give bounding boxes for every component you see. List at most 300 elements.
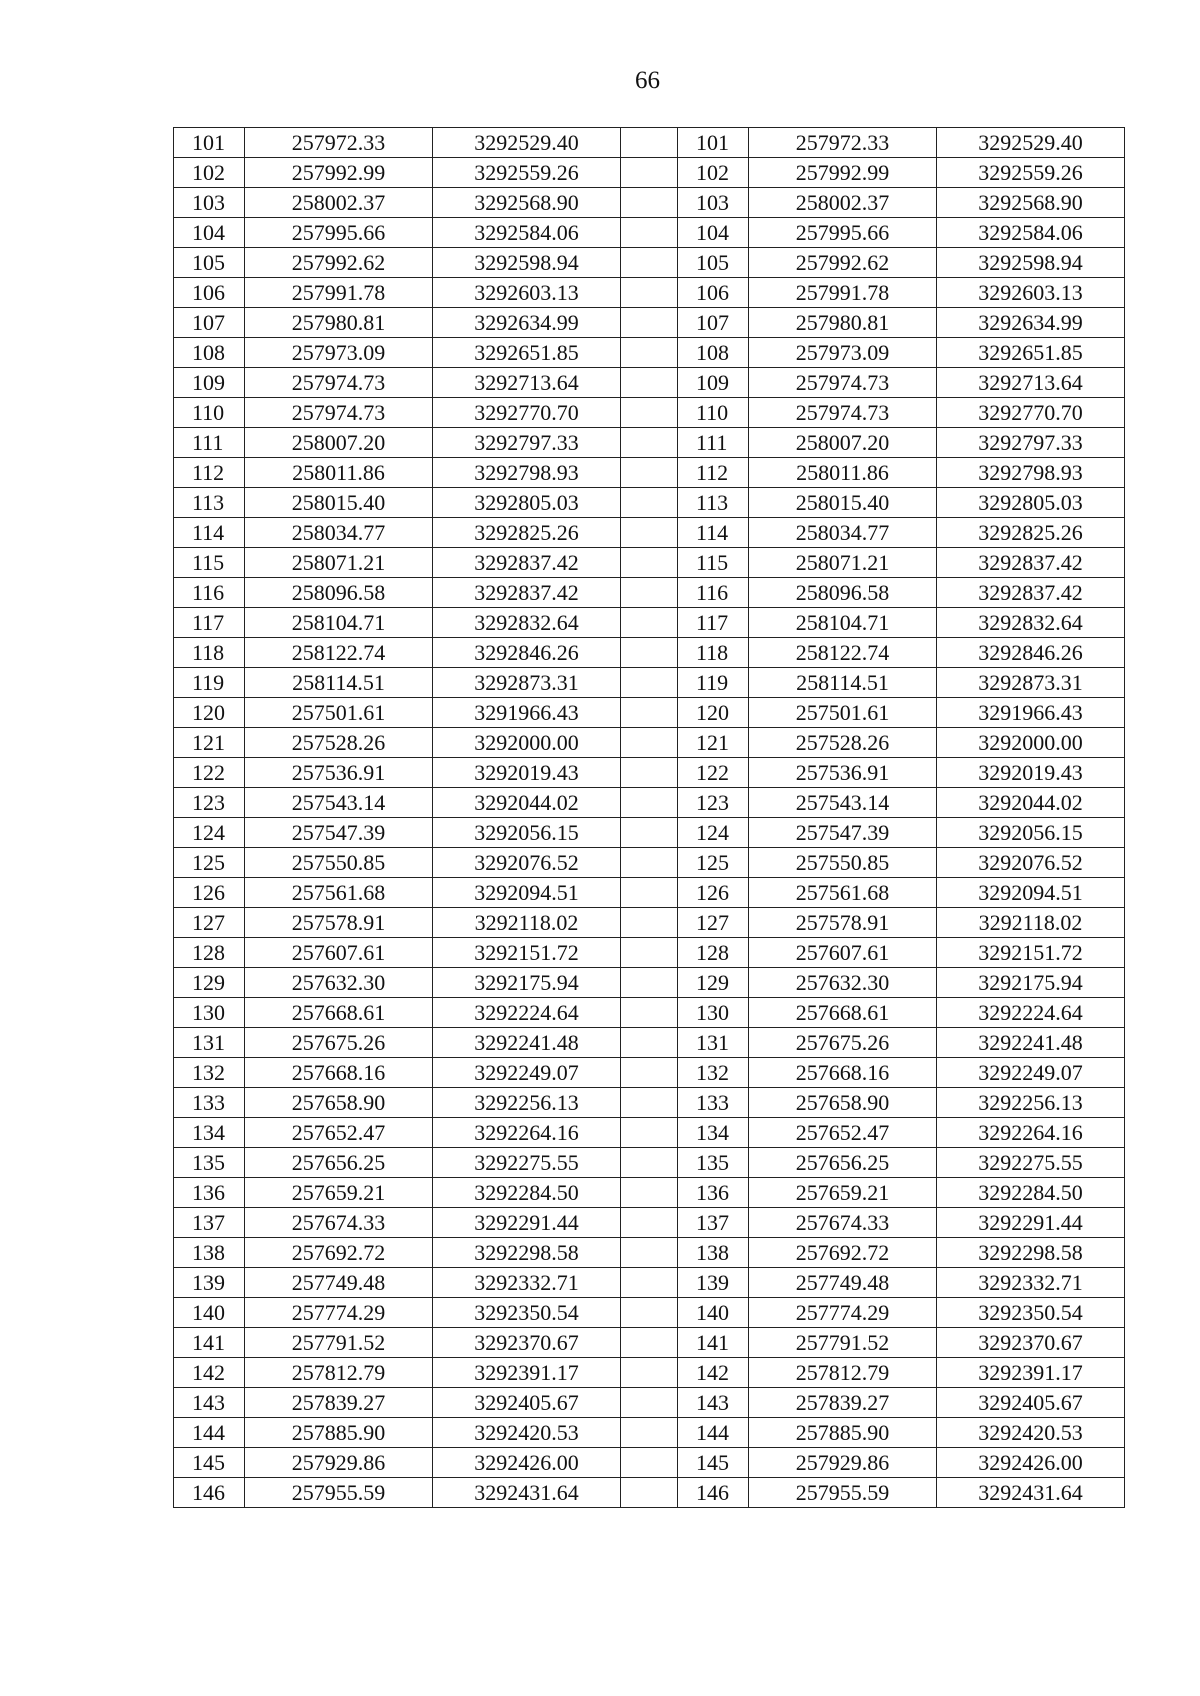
right-y-coordinate: 3292584.06 bbox=[937, 218, 1125, 248]
left-y-coordinate: 3292151.72 bbox=[433, 938, 621, 968]
left-x-coordinate: 257668.16 bbox=[245, 1058, 433, 1088]
table-row bbox=[174, 1388, 1125, 1418]
column-spacer bbox=[621, 1238, 678, 1268]
right-y-coordinate: 3292426.00 bbox=[937, 1448, 1125, 1478]
left-point-number: 104 bbox=[174, 218, 245, 248]
table-row bbox=[174, 128, 1125, 158]
left-y-coordinate: 3292832.64 bbox=[433, 608, 621, 638]
left-x-coordinate: 257668.61 bbox=[245, 998, 433, 1028]
right-x-coordinate: 257885.90 bbox=[749, 1418, 937, 1448]
left-x-coordinate: 257973.09 bbox=[245, 338, 433, 368]
table-row bbox=[174, 818, 1125, 848]
right-x-coordinate: 258007.20 bbox=[749, 428, 937, 458]
left-x-coordinate: 258122.74 bbox=[245, 638, 433, 668]
right-point-number: 136 bbox=[678, 1178, 749, 1208]
column-spacer bbox=[621, 1088, 678, 1118]
table-row bbox=[174, 428, 1125, 458]
table-row bbox=[174, 788, 1125, 818]
right-point-number: 113 bbox=[678, 488, 749, 518]
left-x-coordinate: 257991.78 bbox=[245, 278, 433, 308]
table-row bbox=[174, 1088, 1125, 1118]
table-row bbox=[174, 728, 1125, 758]
right-y-coordinate: 3292651.85 bbox=[937, 338, 1125, 368]
table-row bbox=[174, 938, 1125, 968]
right-point-number: 107 bbox=[678, 308, 749, 338]
right-point-number: 143 bbox=[678, 1388, 749, 1418]
left-point-number: 101 bbox=[174, 128, 245, 158]
right-point-number: 101 bbox=[678, 128, 749, 158]
right-x-coordinate: 257995.66 bbox=[749, 218, 937, 248]
left-y-coordinate: 3292651.85 bbox=[433, 338, 621, 368]
left-y-coordinate: 3292256.13 bbox=[433, 1088, 621, 1118]
table-row bbox=[174, 1178, 1125, 1208]
table-row bbox=[174, 1358, 1125, 1388]
right-point-number: 137 bbox=[678, 1208, 749, 1238]
left-y-coordinate: 3292598.94 bbox=[433, 248, 621, 278]
right-point-number: 121 bbox=[678, 728, 749, 758]
right-x-coordinate: 258034.77 bbox=[749, 518, 937, 548]
right-x-coordinate: 257992.99 bbox=[749, 158, 937, 188]
right-x-coordinate: 257749.48 bbox=[749, 1268, 937, 1298]
column-spacer bbox=[621, 1268, 678, 1298]
column-spacer bbox=[621, 728, 678, 758]
right-x-coordinate: 257656.25 bbox=[749, 1148, 937, 1178]
table-row bbox=[174, 758, 1125, 788]
table-row bbox=[174, 998, 1125, 1028]
right-x-coordinate: 258104.71 bbox=[749, 608, 937, 638]
table-row bbox=[174, 638, 1125, 668]
right-point-number: 140 bbox=[678, 1298, 749, 1328]
left-y-coordinate: 3292770.70 bbox=[433, 398, 621, 428]
left-x-coordinate: 257955.59 bbox=[245, 1478, 433, 1508]
left-x-coordinate: 257974.73 bbox=[245, 368, 433, 398]
left-x-coordinate: 257774.29 bbox=[245, 1298, 433, 1328]
right-point-number: 114 bbox=[678, 518, 749, 548]
column-spacer bbox=[621, 1118, 678, 1148]
left-x-coordinate: 257839.27 bbox=[245, 1388, 433, 1418]
left-point-number: 105 bbox=[174, 248, 245, 278]
right-point-number: 130 bbox=[678, 998, 749, 1028]
column-spacer bbox=[621, 218, 678, 248]
right-y-coordinate: 3292332.71 bbox=[937, 1268, 1125, 1298]
left-x-coordinate: 257674.33 bbox=[245, 1208, 433, 1238]
left-x-coordinate: 258007.20 bbox=[245, 428, 433, 458]
right-y-coordinate: 3292837.42 bbox=[937, 578, 1125, 608]
column-spacer bbox=[621, 758, 678, 788]
left-point-number: 138 bbox=[174, 1238, 245, 1268]
right-x-coordinate: 257547.39 bbox=[749, 818, 937, 848]
right-point-number: 118 bbox=[678, 638, 749, 668]
right-y-coordinate: 3292019.43 bbox=[937, 758, 1125, 788]
right-y-coordinate: 3292713.64 bbox=[937, 368, 1125, 398]
right-point-number: 117 bbox=[678, 608, 749, 638]
column-spacer bbox=[621, 578, 678, 608]
table-row bbox=[174, 1238, 1125, 1268]
right-x-coordinate: 257668.61 bbox=[749, 998, 937, 1028]
left-point-number: 112 bbox=[174, 458, 245, 488]
right-x-coordinate: 258011.86 bbox=[749, 458, 937, 488]
left-y-coordinate: 3292019.43 bbox=[433, 758, 621, 788]
right-x-coordinate: 257974.73 bbox=[749, 398, 937, 428]
right-point-number: 108 bbox=[678, 338, 749, 368]
column-spacer bbox=[621, 338, 678, 368]
left-x-coordinate: 257885.90 bbox=[245, 1418, 433, 1448]
left-point-number: 123 bbox=[174, 788, 245, 818]
table-row bbox=[174, 848, 1125, 878]
left-y-coordinate: 3292873.31 bbox=[433, 668, 621, 698]
column-spacer bbox=[621, 668, 678, 698]
table-row bbox=[174, 218, 1125, 248]
left-point-number: 126 bbox=[174, 878, 245, 908]
column-spacer bbox=[621, 1328, 678, 1358]
coordinates-table bbox=[173, 127, 1125, 1508]
left-x-coordinate: 257974.73 bbox=[245, 398, 433, 428]
right-y-coordinate: 3292350.54 bbox=[937, 1298, 1125, 1328]
column-spacer bbox=[621, 1448, 678, 1478]
left-x-coordinate: 257980.81 bbox=[245, 308, 433, 338]
left-y-coordinate: 3292797.33 bbox=[433, 428, 621, 458]
left-y-coordinate: 3292837.42 bbox=[433, 578, 621, 608]
right-x-coordinate: 258114.51 bbox=[749, 668, 937, 698]
left-point-number: 120 bbox=[174, 698, 245, 728]
right-y-coordinate: 3292405.67 bbox=[937, 1388, 1125, 1418]
right-x-coordinate: 257839.27 bbox=[749, 1388, 937, 1418]
column-spacer bbox=[621, 1478, 678, 1508]
right-x-coordinate: 258096.58 bbox=[749, 578, 937, 608]
left-x-coordinate: 257659.21 bbox=[245, 1178, 433, 1208]
left-point-number: 146 bbox=[174, 1478, 245, 1508]
right-point-number: 129 bbox=[678, 968, 749, 998]
right-y-coordinate: 3292151.72 bbox=[937, 938, 1125, 968]
table-row bbox=[174, 308, 1125, 338]
left-y-coordinate: 3292370.67 bbox=[433, 1328, 621, 1358]
table-row bbox=[174, 488, 1125, 518]
left-point-number: 142 bbox=[174, 1358, 245, 1388]
left-y-coordinate: 3292568.90 bbox=[433, 188, 621, 218]
table-row bbox=[174, 398, 1125, 428]
right-x-coordinate: 257812.79 bbox=[749, 1358, 937, 1388]
left-x-coordinate: 257791.52 bbox=[245, 1328, 433, 1358]
right-point-number: 133 bbox=[678, 1088, 749, 1118]
right-x-coordinate: 257973.09 bbox=[749, 338, 937, 368]
table-row bbox=[174, 338, 1125, 368]
table-row bbox=[174, 1148, 1125, 1178]
left-point-number: 137 bbox=[174, 1208, 245, 1238]
left-x-coordinate: 258096.58 bbox=[245, 578, 433, 608]
right-point-number: 146 bbox=[678, 1478, 749, 1508]
table-row bbox=[174, 1448, 1125, 1478]
left-x-coordinate: 257561.68 bbox=[245, 878, 433, 908]
right-x-coordinate: 257632.30 bbox=[749, 968, 937, 998]
right-point-number: 145 bbox=[678, 1448, 749, 1478]
table-row bbox=[174, 248, 1125, 278]
left-y-coordinate: 3292634.99 bbox=[433, 308, 621, 338]
right-point-number: 135 bbox=[678, 1148, 749, 1178]
left-x-coordinate: 258015.40 bbox=[245, 488, 433, 518]
right-point-number: 139 bbox=[678, 1268, 749, 1298]
left-x-coordinate: 257675.26 bbox=[245, 1028, 433, 1058]
left-x-coordinate: 257812.79 bbox=[245, 1358, 433, 1388]
column-spacer bbox=[621, 698, 678, 728]
table-row bbox=[174, 1478, 1125, 1508]
column-spacer bbox=[621, 998, 678, 1028]
right-x-coordinate: 257501.61 bbox=[749, 698, 937, 728]
right-point-number: 126 bbox=[678, 878, 749, 908]
table-row bbox=[174, 908, 1125, 938]
right-point-number: 134 bbox=[678, 1118, 749, 1148]
column-spacer bbox=[621, 1028, 678, 1058]
right-x-coordinate: 258002.37 bbox=[749, 188, 937, 218]
table-row bbox=[174, 698, 1125, 728]
right-y-coordinate: 3292284.50 bbox=[937, 1178, 1125, 1208]
left-x-coordinate: 257501.61 bbox=[245, 698, 433, 728]
left-x-coordinate: 257658.90 bbox=[245, 1088, 433, 1118]
column-spacer bbox=[621, 1208, 678, 1238]
left-y-coordinate: 3292584.06 bbox=[433, 218, 621, 248]
right-x-coordinate: 257668.16 bbox=[749, 1058, 937, 1088]
left-point-number: 117 bbox=[174, 608, 245, 638]
table-row bbox=[174, 518, 1125, 548]
left-point-number: 133 bbox=[174, 1088, 245, 1118]
right-y-coordinate: 3292598.94 bbox=[937, 248, 1125, 278]
column-spacer bbox=[621, 158, 678, 188]
left-x-coordinate: 257656.25 bbox=[245, 1148, 433, 1178]
right-x-coordinate: 257578.91 bbox=[749, 908, 937, 938]
right-point-number: 105 bbox=[678, 248, 749, 278]
left-point-number: 145 bbox=[174, 1448, 245, 1478]
left-y-coordinate: 3292837.42 bbox=[433, 548, 621, 578]
table-row bbox=[174, 458, 1125, 488]
right-y-coordinate: 3292568.90 bbox=[937, 188, 1125, 218]
right-x-coordinate: 257791.52 bbox=[749, 1328, 937, 1358]
right-y-coordinate: 3292370.67 bbox=[937, 1328, 1125, 1358]
left-point-number: 136 bbox=[174, 1178, 245, 1208]
right-y-coordinate: 3292431.64 bbox=[937, 1478, 1125, 1508]
left-y-coordinate: 3292431.64 bbox=[433, 1478, 621, 1508]
right-y-coordinate: 3292044.02 bbox=[937, 788, 1125, 818]
right-x-coordinate: 257561.68 bbox=[749, 878, 937, 908]
left-point-number: 110 bbox=[174, 398, 245, 428]
page-number: 66 bbox=[635, 67, 660, 94]
column-spacer bbox=[621, 878, 678, 908]
column-spacer bbox=[621, 1418, 678, 1448]
right-x-coordinate: 258122.74 bbox=[749, 638, 937, 668]
right-y-coordinate: 3292634.99 bbox=[937, 308, 1125, 338]
left-x-coordinate: 257536.91 bbox=[245, 758, 433, 788]
table-row bbox=[174, 1058, 1125, 1088]
left-point-number: 128 bbox=[174, 938, 245, 968]
right-x-coordinate: 257980.81 bbox=[749, 308, 937, 338]
right-y-coordinate: 3292559.26 bbox=[937, 158, 1125, 188]
right-point-number: 106 bbox=[678, 278, 749, 308]
left-point-number: 118 bbox=[174, 638, 245, 668]
left-y-coordinate: 3292391.17 bbox=[433, 1358, 621, 1388]
left-y-coordinate: 3291966.43 bbox=[433, 698, 621, 728]
table-row bbox=[174, 878, 1125, 908]
right-x-coordinate: 257674.33 bbox=[749, 1208, 937, 1238]
right-x-coordinate: 257658.90 bbox=[749, 1088, 937, 1118]
left-y-coordinate: 3292798.93 bbox=[433, 458, 621, 488]
right-point-number: 104 bbox=[678, 218, 749, 248]
right-x-coordinate: 257929.86 bbox=[749, 1448, 937, 1478]
left-y-coordinate: 3292559.26 bbox=[433, 158, 621, 188]
right-x-coordinate: 258071.21 bbox=[749, 548, 937, 578]
column-spacer bbox=[621, 1058, 678, 1088]
right-point-number: 144 bbox=[678, 1418, 749, 1448]
right-x-coordinate: 257992.62 bbox=[749, 248, 937, 278]
right-y-coordinate: 3292076.52 bbox=[937, 848, 1125, 878]
left-y-coordinate: 3292264.16 bbox=[433, 1118, 621, 1148]
right-point-number: 116 bbox=[678, 578, 749, 608]
left-y-coordinate: 3292426.00 bbox=[433, 1448, 621, 1478]
left-x-coordinate: 257972.33 bbox=[245, 128, 433, 158]
right-y-coordinate: 3292770.70 bbox=[937, 398, 1125, 428]
right-x-coordinate: 257972.33 bbox=[749, 128, 937, 158]
left-y-coordinate: 3292224.64 bbox=[433, 998, 621, 1028]
left-x-coordinate: 258011.86 bbox=[245, 458, 433, 488]
left-point-number: 143 bbox=[174, 1388, 245, 1418]
right-x-coordinate: 257659.21 bbox=[749, 1178, 937, 1208]
right-y-coordinate: 3292298.58 bbox=[937, 1238, 1125, 1268]
right-x-coordinate: 257536.91 bbox=[749, 758, 937, 788]
table-row bbox=[174, 668, 1125, 698]
column-spacer bbox=[621, 518, 678, 548]
left-x-coordinate: 257652.47 bbox=[245, 1118, 433, 1148]
left-point-number: 141 bbox=[174, 1328, 245, 1358]
right-point-number: 128 bbox=[678, 938, 749, 968]
right-x-coordinate: 257652.47 bbox=[749, 1118, 937, 1148]
column-spacer bbox=[621, 188, 678, 218]
right-x-coordinate: 257528.26 bbox=[749, 728, 937, 758]
right-y-coordinate: 3292264.16 bbox=[937, 1118, 1125, 1148]
left-y-coordinate: 3292350.54 bbox=[433, 1298, 621, 1328]
right-y-coordinate: 3292805.03 bbox=[937, 488, 1125, 518]
left-x-coordinate: 257528.26 bbox=[245, 728, 433, 758]
right-point-number: 119 bbox=[678, 668, 749, 698]
column-spacer bbox=[621, 368, 678, 398]
right-x-coordinate: 257543.14 bbox=[749, 788, 937, 818]
right-point-number: 127 bbox=[678, 908, 749, 938]
left-x-coordinate: 258034.77 bbox=[245, 518, 433, 548]
left-point-number: 116 bbox=[174, 578, 245, 608]
right-x-coordinate: 257774.29 bbox=[749, 1298, 937, 1328]
right-y-coordinate: 3292249.07 bbox=[937, 1058, 1125, 1088]
left-y-coordinate: 3292825.26 bbox=[433, 518, 621, 548]
table-row bbox=[174, 548, 1125, 578]
right-y-coordinate: 3292846.26 bbox=[937, 638, 1125, 668]
right-x-coordinate: 257955.59 bbox=[749, 1478, 937, 1508]
left-point-number: 135 bbox=[174, 1148, 245, 1178]
left-x-coordinate: 257578.91 bbox=[245, 908, 433, 938]
right-x-coordinate: 258015.40 bbox=[749, 488, 937, 518]
column-spacer bbox=[621, 1388, 678, 1418]
left-x-coordinate: 257992.62 bbox=[245, 248, 433, 278]
column-spacer bbox=[621, 1178, 678, 1208]
left-point-number: 102 bbox=[174, 158, 245, 188]
column-spacer bbox=[621, 968, 678, 998]
left-point-number: 115 bbox=[174, 548, 245, 578]
left-y-coordinate: 3292291.44 bbox=[433, 1208, 621, 1238]
left-x-coordinate: 258071.21 bbox=[245, 548, 433, 578]
right-point-number: 141 bbox=[678, 1328, 749, 1358]
right-point-number: 122 bbox=[678, 758, 749, 788]
left-y-coordinate: 3292076.52 bbox=[433, 848, 621, 878]
left-point-number: 140 bbox=[174, 1298, 245, 1328]
right-y-coordinate: 3292798.93 bbox=[937, 458, 1125, 488]
left-y-coordinate: 3292284.50 bbox=[433, 1178, 621, 1208]
right-x-coordinate: 257550.85 bbox=[749, 848, 937, 878]
left-point-number: 139 bbox=[174, 1268, 245, 1298]
right-y-coordinate: 3292094.51 bbox=[937, 878, 1125, 908]
left-y-coordinate: 3292529.40 bbox=[433, 128, 621, 158]
right-x-coordinate: 257607.61 bbox=[749, 938, 937, 968]
right-y-coordinate: 3292837.42 bbox=[937, 548, 1125, 578]
right-y-coordinate: 3292224.64 bbox=[937, 998, 1125, 1028]
left-y-coordinate: 3292332.71 bbox=[433, 1268, 621, 1298]
right-y-coordinate: 3292175.94 bbox=[937, 968, 1125, 998]
left-point-number: 144 bbox=[174, 1418, 245, 1448]
left-x-coordinate: 257749.48 bbox=[245, 1268, 433, 1298]
right-y-coordinate: 3292603.13 bbox=[937, 278, 1125, 308]
left-y-coordinate: 3292118.02 bbox=[433, 908, 621, 938]
right-point-number: 112 bbox=[678, 458, 749, 488]
right-x-coordinate: 257974.73 bbox=[749, 368, 937, 398]
table-row bbox=[174, 1208, 1125, 1238]
right-y-coordinate: 3292000.00 bbox=[937, 728, 1125, 758]
left-x-coordinate: 258114.51 bbox=[245, 668, 433, 698]
table-row bbox=[174, 1328, 1125, 1358]
table-row bbox=[174, 1118, 1125, 1148]
right-point-number: 120 bbox=[678, 698, 749, 728]
left-y-coordinate: 3292713.64 bbox=[433, 368, 621, 398]
left-point-number: 114 bbox=[174, 518, 245, 548]
column-spacer bbox=[621, 788, 678, 818]
table-row bbox=[174, 158, 1125, 188]
left-x-coordinate: 257607.61 bbox=[245, 938, 433, 968]
column-spacer bbox=[621, 398, 678, 428]
right-point-number: 102 bbox=[678, 158, 749, 188]
right-x-coordinate: 257675.26 bbox=[749, 1028, 937, 1058]
table-row bbox=[174, 1028, 1125, 1058]
left-y-coordinate: 3292094.51 bbox=[433, 878, 621, 908]
left-point-number: 131 bbox=[174, 1028, 245, 1058]
left-x-coordinate: 257543.14 bbox=[245, 788, 433, 818]
left-point-number: 113 bbox=[174, 488, 245, 518]
right-point-number: 131 bbox=[678, 1028, 749, 1058]
right-y-coordinate: 3292275.55 bbox=[937, 1148, 1125, 1178]
left-x-coordinate: 257550.85 bbox=[245, 848, 433, 878]
table-row bbox=[174, 1268, 1125, 1298]
left-y-coordinate: 3292603.13 bbox=[433, 278, 621, 308]
right-point-number: 132 bbox=[678, 1058, 749, 1088]
right-y-coordinate: 3292056.15 bbox=[937, 818, 1125, 848]
left-y-coordinate: 3292405.67 bbox=[433, 1388, 621, 1418]
right-y-coordinate: 3292241.48 bbox=[937, 1028, 1125, 1058]
right-point-number: 124 bbox=[678, 818, 749, 848]
table-row bbox=[174, 1298, 1125, 1328]
left-y-coordinate: 3292275.55 bbox=[433, 1148, 621, 1178]
column-spacer bbox=[621, 908, 678, 938]
left-y-coordinate: 3292241.48 bbox=[433, 1028, 621, 1058]
table-row bbox=[174, 188, 1125, 218]
right-point-number: 123 bbox=[678, 788, 749, 818]
left-x-coordinate: 258002.37 bbox=[245, 188, 433, 218]
left-point-number: 127 bbox=[174, 908, 245, 938]
table-row bbox=[174, 968, 1125, 998]
column-spacer bbox=[621, 1358, 678, 1388]
column-spacer bbox=[621, 248, 678, 278]
coordinates-table-body bbox=[174, 128, 1125, 1508]
